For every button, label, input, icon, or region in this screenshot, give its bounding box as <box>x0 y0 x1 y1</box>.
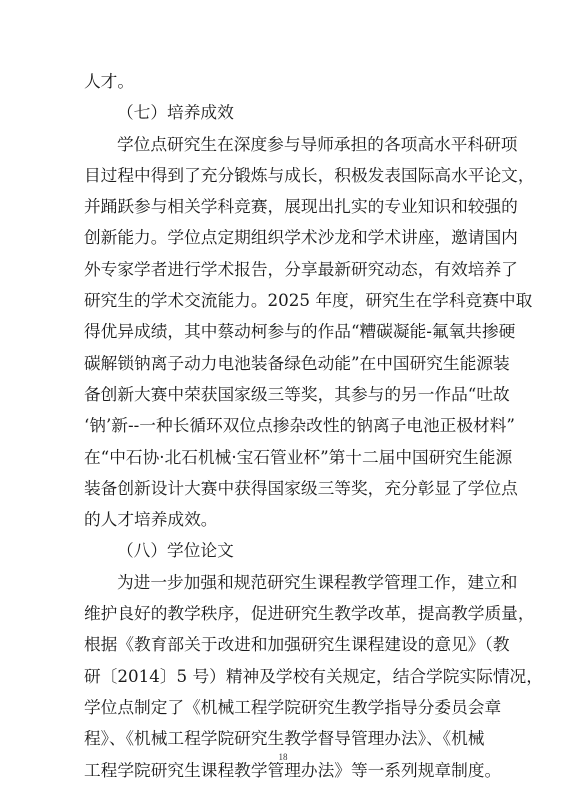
paragraph-line: 碳解锁钠离子动力电池装备绿色动能”在中国研究生能源装 <box>84 352 510 373</box>
paragraph-line: 装备创新设计大赛中获得国家级三等奖，充分彰显了学位点 <box>84 477 518 498</box>
paragraph-line: 得优异成绩，其中蔡动柯参与的作品“糟碳凝能-氟氧共掺硬 <box>84 321 516 342</box>
paragraph-line: 学位点研究生在深度参与导师承担的各项高水平科研项 <box>117 133 518 154</box>
paragraph-line: 创新能力。学位点定期组织学术沙龙和学术讲座，邀请国内 <box>84 227 518 248</box>
page-number: 18 <box>278 752 288 762</box>
paragraph-last-line: 的人才培养成效。 <box>84 509 218 530</box>
paragraph-line: 程》、《机械工程学院研究生教学督导管理办法》、《机械 <box>84 728 485 749</box>
paragraph-line: 维护良好的教学秩序，促进研究生教学改革，提高教学质量， <box>84 603 535 624</box>
paragraph-line: 学位点制定了《机械工程学院研究生教学指导分委员会章 <box>84 696 502 717</box>
paragraph-line: ‘钠’新--一种长循环双位点掺杂改性的钠离子电池正极材料” <box>84 415 515 436</box>
paragraph-line: 研究生的学术交流能力。2025 年度，研究生在学科竞赛中取 <box>84 290 533 311</box>
section-heading-training-results: （七）培养成效 <box>117 102 234 123</box>
page-content <box>84 66 543 786</box>
paragraph-line: 目过程中得到了充分锻炼与成长，积极发表国际高水平论文， <box>84 164 535 185</box>
paragraph-line: 备创新大赛中荣获国家级三等奖，其参与的另一作品“吐故 <box>84 383 510 404</box>
paragraph-line: 在“中石协·北石机械·宝石管业杯”第十二届中国研究生能源 <box>84 446 513 467</box>
paragraph-last-line: 工程学院研究生课程教学管理办法》等一系列规章制度。 <box>84 759 502 780</box>
paragraph-continuation-line: 人才。 <box>84 71 135 91</box>
paragraph-line: 并踊跃参与相关学科竞赛，展现出扎实的专业知识和较强的 <box>84 196 518 217</box>
paragraph-line: 为进一步加强和规范研究生课程教学管理工作，建立和 <box>117 571 518 592</box>
paragraph-line: 研〔2014〕5 号）精神及学校有关规定，结合学院实际情况， <box>84 665 543 686</box>
section-heading-dissertation: （八）学位论文 <box>117 540 234 561</box>
paragraph-line: 外专家学者进行学术报告，分享最新研究动态，有效培养了 <box>84 258 518 279</box>
paragraph-line: 根据《教育部关于改进和加强研究生课程建设的意见》（教 <box>84 634 510 655</box>
